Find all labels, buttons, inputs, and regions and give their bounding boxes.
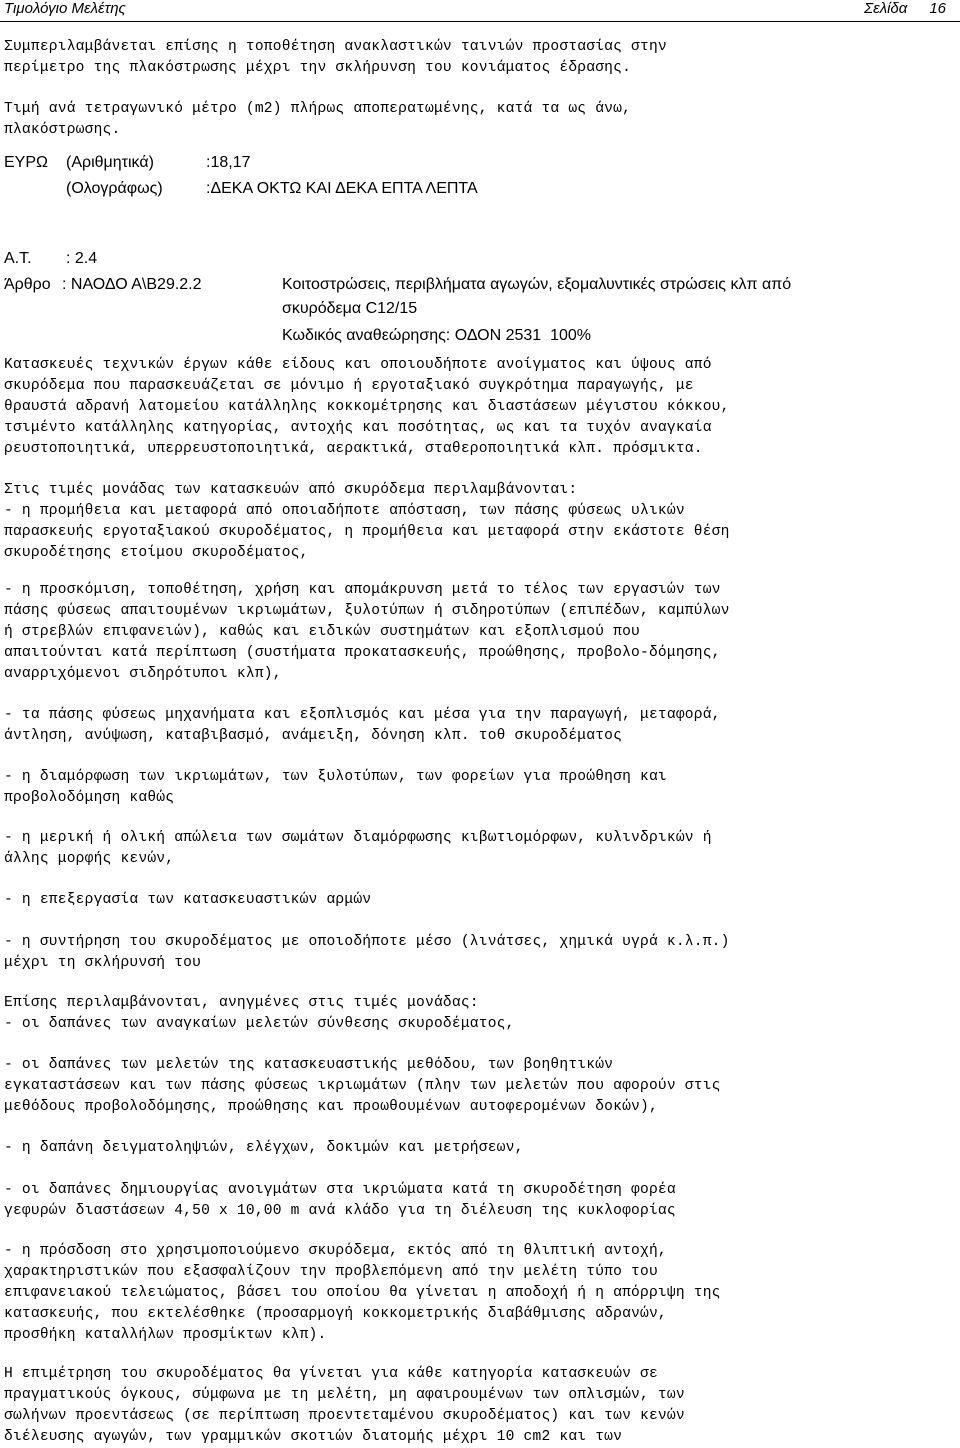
paragraph-sampling xyxy=(4,1138,956,1159)
text-line: προσθήκη καταλλήλων προσμίκτων κλπ). xyxy=(4,1327,327,1343)
text-line: άλλης μορφής κενών, xyxy=(4,851,175,867)
text-line: Κατασκευές τεχνικών έργων κάθε είδους και οποιουδήποτε ανοίγματος και ύψους από xyxy=(4,357,712,373)
paragraph-surface-finish xyxy=(4,1241,956,1346)
text-line: σκυρόδεμα που παρασκευάζεται σε μόνιμο ή εργοταξιακό συγκρότημα παραγωγής, με xyxy=(4,378,694,394)
text-line: - η προμήθεια και μεταφορά από οποιαδήποτε απόσταση, των πάσης φύσεως υλικών xyxy=(4,503,685,519)
page-label: Σελίδα xyxy=(864,0,908,17)
paragraph-included-costs xyxy=(4,480,956,564)
text-line: σκυροδέτησης ετοίμου σκυροδέματος, xyxy=(4,545,309,561)
article-number-label: Α.Τ. xyxy=(4,250,32,267)
paragraph-joints xyxy=(4,890,956,911)
text-line: - η διαμόρφωση των ικριωμάτων, των ξυλοτύπων, των φορείων για προώθηση και xyxy=(4,769,667,785)
text-line: Στις τιμές μονάδας των κατασκευών από σκυρόδεμα περιλαμβάνονται: xyxy=(4,482,578,498)
document-title: Τιμολόγιο Μελέτης xyxy=(4,0,126,17)
article-title-line-2: σκυρόδεμα C12/15 xyxy=(282,300,418,317)
paragraph-description xyxy=(4,355,956,460)
text-line: Η επιμέτρηση του σκυροδέματος θα γίνεται για κάθε κατηγορία κατασκευών σε xyxy=(4,1366,658,1382)
paragraph-machinery xyxy=(4,705,956,747)
text-line: κατασκευής, που εκτελέσθηκε (προσαρμογή κοκκομετρικής διαβάθμισης αδρανών, xyxy=(4,1306,667,1322)
text-line: γεφυρών διαστάσεων 4,50 x 10,00 m ανά κλάδο για τη διέλευση της κυκλοφορίας xyxy=(4,1203,676,1219)
text-line: μέχρι τη σκλήρυνσή του xyxy=(4,955,202,971)
text-line: εγκαταστάσεων και των πάσης φύσεως ικριωμάτων (πλην των μελετών που αφορούν στις xyxy=(4,1078,721,1094)
text-line: - η προσκόμιση, τοποθέτηση, χρήση και απομάκρυνση μετά το τέλος των εργασιών των xyxy=(4,582,721,598)
revision-code xyxy=(282,325,591,346)
text-line: πλακόστρωσης. xyxy=(4,122,121,138)
text-line: - οι δαπάνες των αναγκαίων μελετών σύνθεσης σκυροδέματος, xyxy=(4,1016,515,1032)
paragraph-studies xyxy=(4,993,956,1035)
currency-label: ΕΥΡΩ xyxy=(4,154,48,171)
text-line: απαιτούνται κατά περίπτωση (συστήματα προκατασκευής, προώθησης, προβολο-δόμησης, xyxy=(4,645,721,661)
text-line: μεθόδους προβολοδόμησης, προώθησης και προωθουμένων αυτοφερομένων δοκών), xyxy=(4,1099,658,1115)
text-line: - η μερική ή ολική απώλεια των σωμάτων διαμόρφωσης κιβωτιομόρφων, κυλινδρικών ή xyxy=(4,830,712,846)
text-line: ή στρεβλών επιφανειών), καθώς και ειδικών συστημάτων και εξοπλισμού που xyxy=(4,624,640,640)
text-line: - οι δαπάνες δημιουργίας ανοιγμάτων στα ικριώματα κατά τη σκυροδέτηση φορέα xyxy=(4,1182,676,1198)
revision-label: Κωδικός αναθεώρησης: xyxy=(282,327,451,344)
article-code-value: : ΝΑΟΔΟ Α\Β29.2.2 xyxy=(62,276,202,293)
price-numeric-label: (Αριθμητικά) xyxy=(66,154,154,171)
paragraph-openings xyxy=(4,1180,956,1222)
header-divider xyxy=(0,21,960,22)
page-indicator xyxy=(864,0,946,17)
text-line: - οι δαπάνες των μελετών της κατασκευαστικής μεθόδου, των βοηθητικών xyxy=(4,1057,614,1073)
page-header xyxy=(0,0,960,20)
price-statement xyxy=(4,99,956,141)
text-line: πραγματικούς όγκους, σύμφωνα με τη μελέτη, μη αφαιρουμένων των οπλισμών, των xyxy=(4,1387,685,1403)
paragraph-curing xyxy=(4,932,956,974)
page-number: 16 xyxy=(929,0,946,17)
text-line: τσιμέντο κατάλληλης κατηγορίας, αντοχής και ποσότητας, ως και τα τυχόν αναγκαία xyxy=(4,420,712,436)
text-line: περίμετρο της πλακόστρωσης μέχρι την σκλήρυνση του κονιάματος έδρασης. xyxy=(4,60,632,76)
text-line: άντληση, ανύψωση, καταβιβασμό, ανάμειξη, δόνηση κλπ. τοθ σκυροδέματος xyxy=(4,728,623,744)
paragraph-formwork xyxy=(4,580,956,685)
article-title-line-1: Κοιτοστρώσεις, περιβλήματα αγωγών, εξομαλυντικές στρώσεις κλπ από xyxy=(282,276,792,293)
text-line: - η δαπάνη δειγματοληψιών, ελέγχων, δοκιμών και μετρήσεων, xyxy=(4,1140,524,1156)
price-words-label: (Ολογράφως) xyxy=(66,180,163,197)
paragraph-measurement xyxy=(4,1364,956,1448)
text-line: παρασκευής εργοταξιακού σκυροδέματος, η προμήθεια και μεταφορά στην εκάστοτε θέση xyxy=(4,524,730,540)
text-line: - η συντήρηση του σκυροδέματος με οποιοδήποτε μέσο (λινάτσες, χημικά υγρά κ.λ.π.) xyxy=(4,934,730,950)
paragraph-method-studies xyxy=(4,1055,956,1118)
text-line: επιφανειακού τελειώματος, βάσει του οποίου θα γίνεται η αποδοχή ή η απόρριψη της xyxy=(4,1285,721,1301)
article-code-label: Άρθρο xyxy=(4,276,51,293)
text-line: διέλευσης αγωγών, των γραμμικών σκοτιών διατομής μέχρι 10 cm2 και των xyxy=(4,1429,623,1445)
text-line: θραυστά αδρανή λατομείου κατάλληλης κοκκομέτρησης και διαστάσεων μέγιστου κόκκου, xyxy=(4,399,730,415)
paragraph-scaffolding xyxy=(4,767,956,809)
revision-value: ΟΔΟΝ 2531 100% xyxy=(454,327,592,344)
text-line: ρευστοποιητικά, υπερρευστοποιητικά, αερακτικά, σταθεροποιητικά κλπ. πρόσμικτα. xyxy=(4,441,703,457)
text-line: - η επεξεργασία των κατασκευαστικών αρμών xyxy=(4,892,372,908)
paragraph-void-forms xyxy=(4,828,956,870)
text-line: - τα πάσης φύσεως μηχανήματα και εξοπλισμός και μέσα για την παραγωγή, μεταφορά, xyxy=(4,707,721,723)
text-line: Τιμή ανά τετραγωνικό μέτρο (m2) πλήρως αποπερατωμένης, κατά τα ως άνω, xyxy=(4,101,632,117)
price-numeric-value: :18,17 xyxy=(206,154,251,171)
text-line: χαρακτηριστικών που εξασφαλίζουν την προβλεπόμενη από την μελέτη τύπο του xyxy=(4,1264,658,1280)
text-line: πάσης φύσεως απαιτουμένων ικριωμάτων, ξυλοτύπων ή σιδηροτύπων (επιπέδων, καμπύλων xyxy=(4,603,730,619)
text-line: σωλήνων προεντάσεως (σε περίπτωση προεντεταμένου σκυροδέματος) και των κενών xyxy=(4,1408,685,1424)
text-line: Επίσης περιλαμβάνονται, ανηγμένες στις τιμές μονάδας: xyxy=(4,995,479,1011)
price-words-value: :ΔΕΚΑ ΟΚΤΩ ΚΑΙ ΔΕΚΑ ΕΠΤΑ ΛΕΠΤΑ xyxy=(206,180,478,197)
text-line: αναρριχόμενοι σιδηρότυποι κλπ), xyxy=(4,666,282,682)
article-number-value: : 2.4 xyxy=(66,250,98,267)
text-line: προβολοδόμηση καθώς xyxy=(4,790,175,806)
text-line: Συμπεριλαμβάνεται επίσης η τοποθέτηση ανακλαστικών ταινιών προστασίας στην xyxy=(4,39,667,55)
intro-paragraph xyxy=(4,37,956,79)
text-line: - η πρόσδοση στο χρησιμοποιούμενο σκυρόδεμα, εκτός από τη θλιπτική αντοχή, xyxy=(4,1243,667,1259)
